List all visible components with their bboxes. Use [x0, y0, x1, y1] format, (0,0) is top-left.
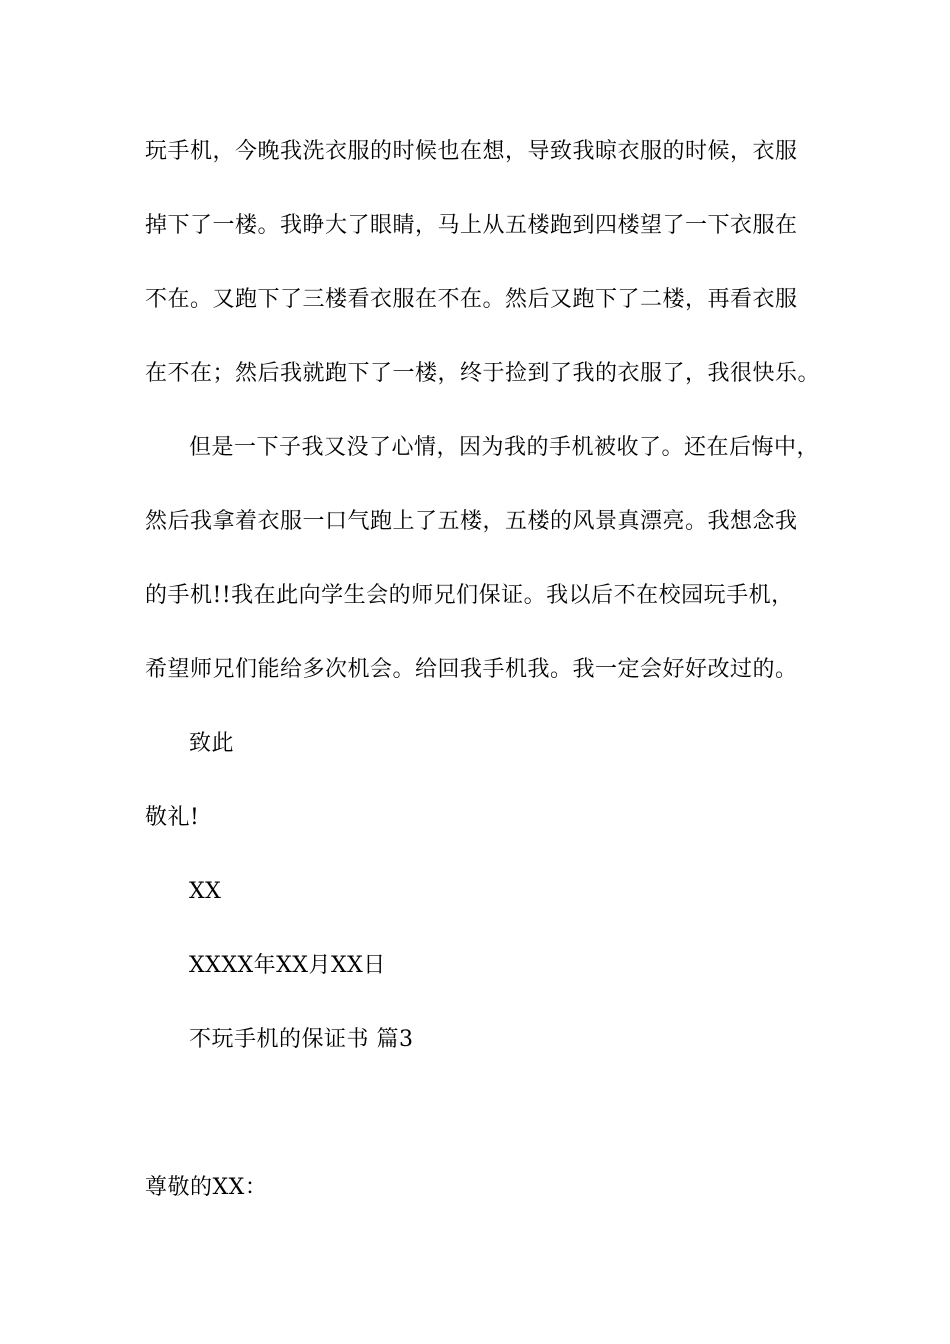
body-line-6: 然后我拿着衣服一口气跑上了五楼，五楼的风景真漂亮。我想念我: [145, 509, 798, 534]
body-line-7: 的手机!!我在此向学生会的师兄们保证。我以后不在校园玩手机，: [145, 583, 794, 608]
section-heading: 不玩手机的保证书 篇3: [189, 1027, 414, 1052]
body-line-5: 但是一下子我又没了心情，因为我的手机被收了。还在后悔中，: [189, 435, 820, 460]
closing-jingli: 敬礼!: [145, 805, 200, 830]
salutation: 尊敬的XX：: [145, 1175, 268, 1200]
signature-date: XXXX年XX月XX日: [189, 953, 386, 978]
body-line-4: 在不在；然后我就跑下了一楼，终于捡到了我的衣服了，我很快乐。: [145, 361, 821, 386]
body-line-2: 掉下了一楼。我睁大了眼睛，马上从五楼跑到四楼望了一下衣服在: [145, 213, 798, 238]
body-line-8: 希望师兄们能给多次机会。给回我手机我。我一定会好好改过的。: [145, 657, 798, 682]
signature-name: XX: [189, 879, 222, 904]
closing-zhici: 致此: [189, 731, 235, 756]
body-line-3: 不在。又跑下了三楼看衣服在不在。然后又跑下了二楼，再看衣服: [145, 287, 798, 312]
body-line-1: 玩手机，今晚我洗衣服的时候也在想，导致我晾衣服的时候，衣服: [145, 139, 798, 164]
